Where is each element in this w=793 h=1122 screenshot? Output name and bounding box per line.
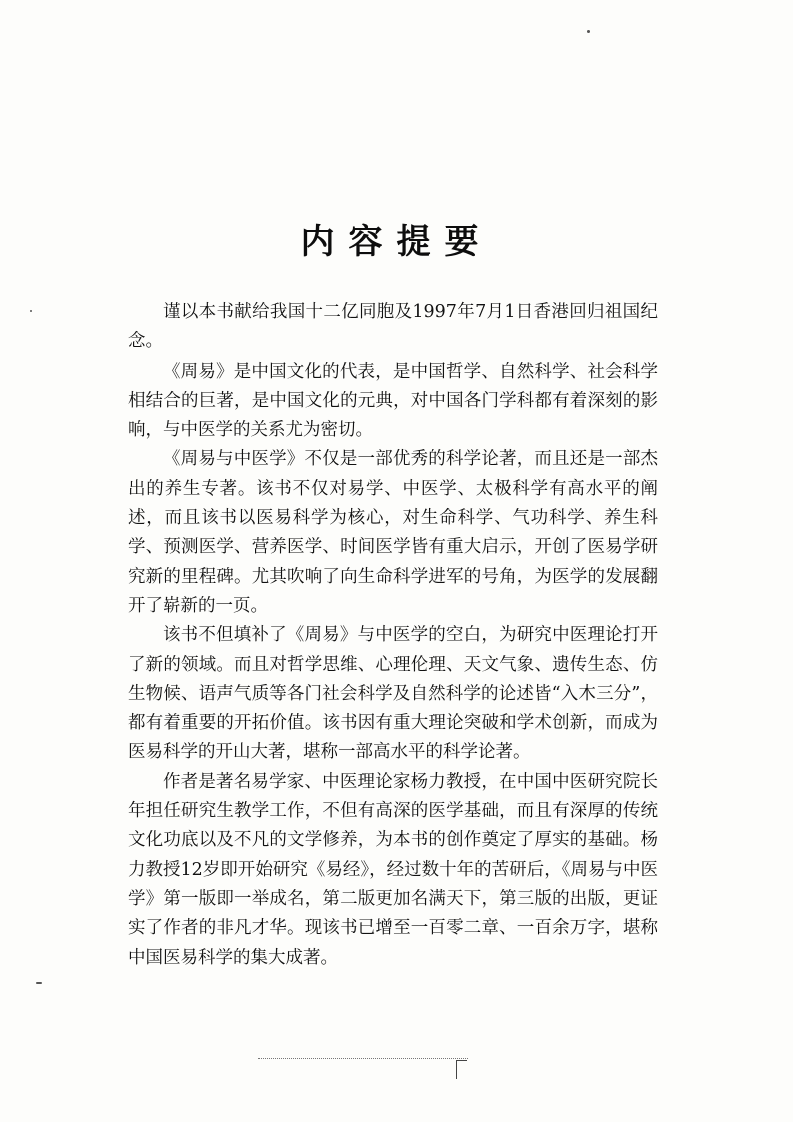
paragraph-author: 作者是著名易学家、中医理论家杨力教授，在中国中医研究院长年担任研究生教学工作，不但有高深的医学基础，而且有深厚的传统文化功底以及不凡的文学修养，为本书的创作奠定了厚实的基础。杨力教授12岁即开始研究《易经》，经过数十年的苦研后，《周易与中医学》第一版即一举成名，第二版更加名满天下，第三版的出版，更证实了作者的非凡才华。现该书已增至一百零二章、一百余万字，堪称中国医易科学的集大成著。 xyxy=(128,771,658,968)
scan-corner-mark xyxy=(456,1060,467,1079)
scan-dotted-line xyxy=(258,1058,468,1061)
paragraph-dedication: 谨以本书献给我国十二亿同胞及1997年7月1日香港回归祖国纪念。 xyxy=(128,302,658,352)
document-body xyxy=(128,298,658,973)
paragraph-zhouyi: 《周易》是中国文化的代表，是中国哲学、自然科学、社会科学相结合的巨著，是中国文化的元典，对中国各门学科都有着深刻的影响，与中医学的关系尤为密切。 xyxy=(128,361,658,441)
paragraph-contribution: 该书不但填补了《周易》与中医学的空白，为研究中医理论打开了新的领域。而且对哲学思维、心理伦理、天文气象、遗传生态、仿生物候、语声气质等各门社会科学及自然科学的论述皆“入木三分”，都有着重要的开拓价值。该书因有重大理论突破和学术创新，而成为医易科学的开山大著，堪称一部高水平的科学论著。 xyxy=(128,625,658,763)
paragraph-book-overview: 《周易与中医学》不仅是一部优秀的科学论著，而且还是一部杰出的养生专著。该书不仅对易学、中医学、太极科学有高水平的阐述，而且该书以医易科学为核心，对生命科学、气功科学、养生科学、预测医学、营养医学、时间医学皆有重大启示，开创了医易学研究新的里程碑。尤其吹响了向生命科学进军的号角，为医学的发展翻开了崭新的一页。 xyxy=(128,449,658,616)
scan-speck xyxy=(36,982,42,984)
scan-speck xyxy=(587,30,590,33)
scan-speck xyxy=(30,310,32,312)
page-title: 内容提要 xyxy=(300,222,493,262)
